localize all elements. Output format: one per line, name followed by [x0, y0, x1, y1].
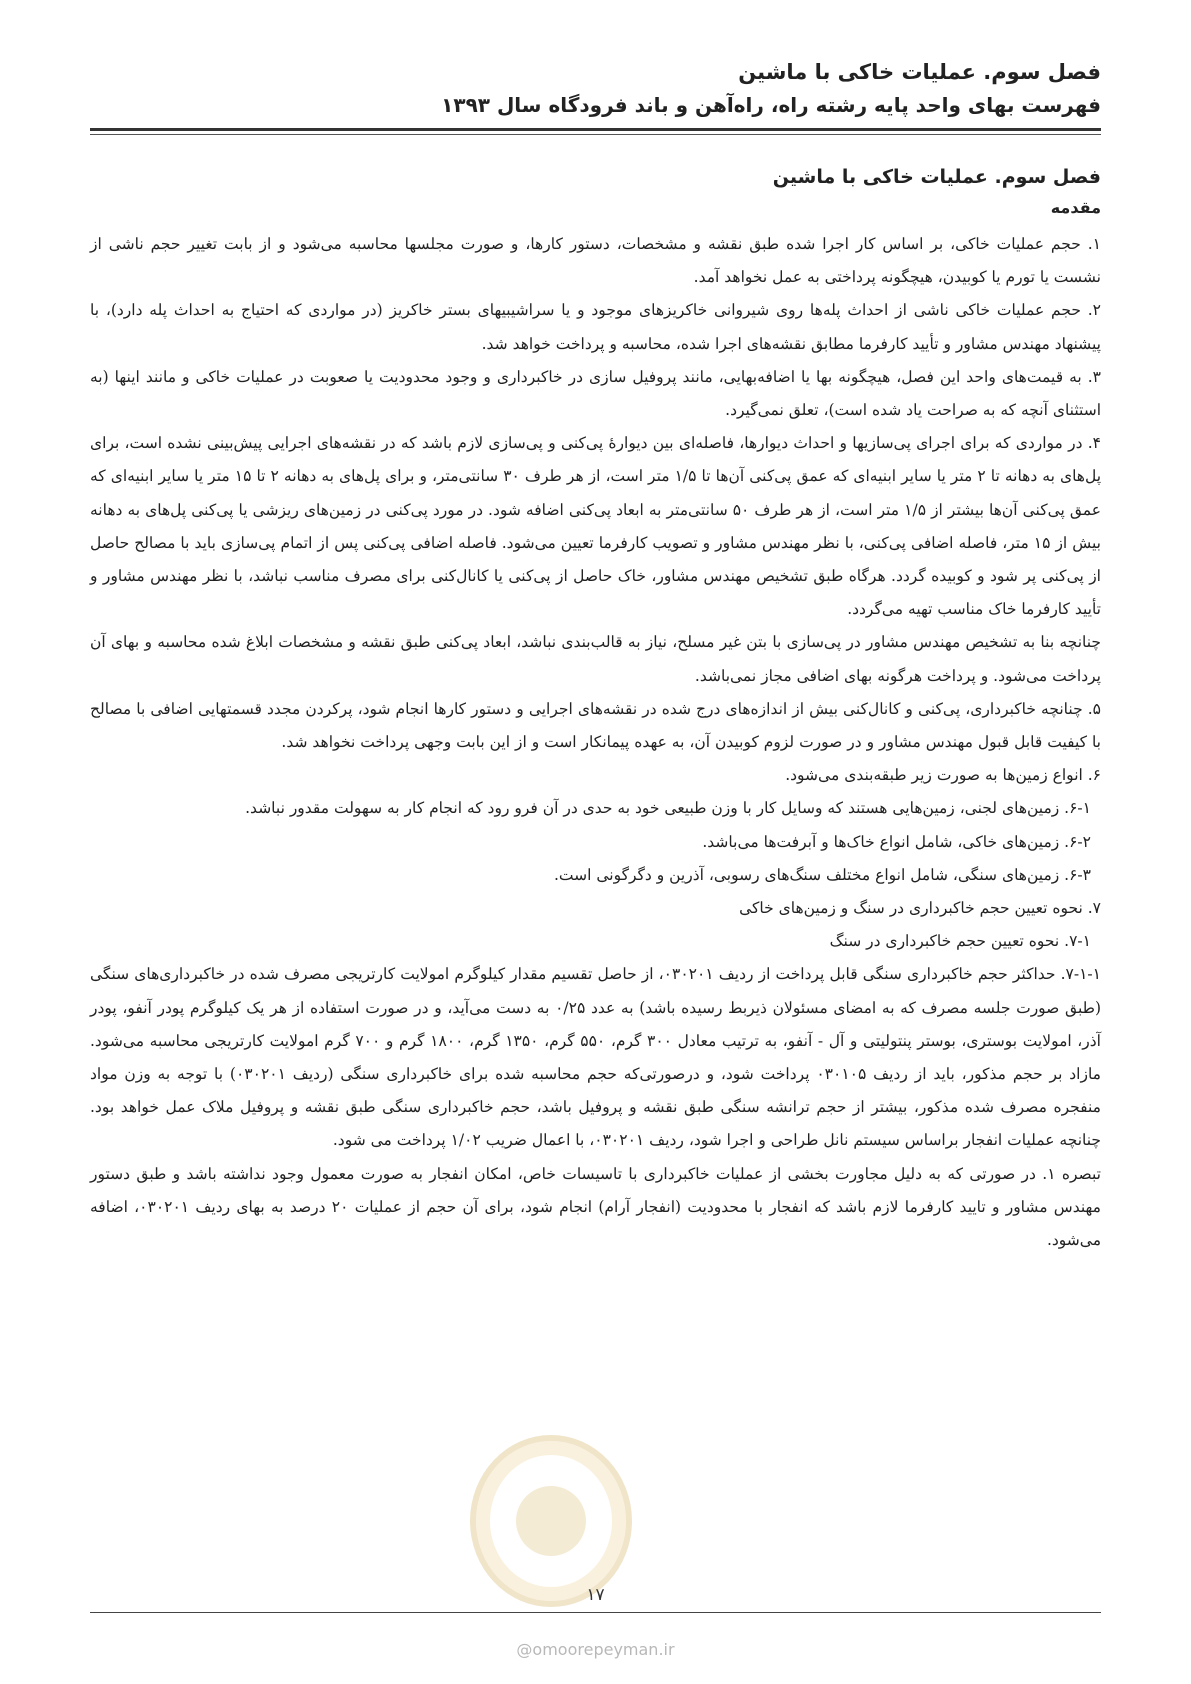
paragraph-2: ۲. حجم عملیات خاکی ناشی از احداث پله‌ها روی شیروانی خاکریزهای موجود و یا سراشیبیهای بستر خاکریز (در مواردی که احتیاج به احداث پله دارد)، با پیشنهاد مهندس مشاور و تأیید کارفرما مطابق نقشه‌های اجرا شده، محاسبه و پرداخت خواهد شد. — [90, 301, 1101, 353]
seal-emblem-icon — [516, 1486, 586, 1556]
paragraph-4-continued: چنانچه بنا به تشخیص مهندس مشاور در پی‌سازی با بتن غیر مسلح، نیاز به قالب‌بندی نباشد، ابعاد پی‌کنی طبق نقشه و مشخصات ابلاغ شده محاسبه و بهای آن پرداخت می‌شود. و پرداخت هرگونه بهای اضافی مجاز نمی‌باشد. — [90, 633, 1101, 685]
paragraph-6-3: ۶-۳. زمین‌های سنگی، شامل انواع مختلف سنگ‌های رسوبی، آذرین و دگرگونی است. — [553, 865, 1091, 884]
paragraph-5: ۵. چنانچه خاکبرداری، پی‌کنی و کانال‌کنی بیش از اندازه‌های درج شده در نقشه‌های اجرایی و دستور کارها انجام شود، پرکردن مجدد قسمتهایی اضافی با مصالح با کیفیت قابل قبول مهندس مشاور و در صورت لزوم کوبیدن آن، به عهده پیمانکار است و از این بابت وجهی پرداخت نخواهد شد. — [90, 699, 1101, 752]
paragraph-7: ۷. نحوه تعیین حجم خاکبرداری در سنگ و زمین‌های خاکی — [739, 899, 1101, 918]
paragraph-1: ۱. حجم عملیات خاکی، بر اساس کار اجرا شده طبق نقشه و مشخصات، دستور کارها، و صورت مجلسها محاسبه می‌شود و از بابت تغییر حجم ناشی از نشست یا تورم یا کوبیدن، هیچگونه پرداختی به عمل نخواهد آمد. — [90, 235, 1101, 287]
page-header — [90, 55, 1101, 121]
paragraph-7-1-1: ۷-۱-۱. حداکثر حجم خاکبرداری سنگی قابل پرداخت از ردیف ۰۳۰۲۰۱، از حاصل تقسیم مقدار کیلوگرم امولایت کارتریجی مصرف شده در خاکبرداری‌های سنگی (طبق صورت جلسه مصرف که به امضای مسئولان ذیربط رسیده باشد) به عدد ۰/۲۵ به دست می‌آید، و در صورت استفاده از هر یک کیلوگرم پودر آنفو، پودر آذر، امولایت بوستری، بوستر پنتولیتی و آل - آنفو، به ترتیب معادل ۳۰۰ گرم، ۵۵۰ گرم، ۱۳۵۰ گرم، ۱۸۰۰ گرم و ۷۰۰ گرم امولایت کارتریجی محاسبه می‌شود. مازاد بر حجم مذکور، باید از ردیف ۰۳۰۱۰۵ پرداخت شود، و درصورتی‌که حجم محاسبه شده برای خاکبرداری سنگی (ردیف ۰۳۰۲۰۱) با توجه به وزن مواد منفجره مصرف شده مذکور، بیشتر از حجم ترانشه سنگی طبق نقشه و پروفیل باشد، حجم خاکبرداری سنگی طبق نقشه و پروفیل ملاک عمل خواهد بود. چنانچه عملیات انفجار براساس سیستم نانل طراحی و اجرا شود، ردیف ۰۳۰۲۰۱، با اعمال ضریب ۱/۰۲ پرداخت می شود. — [90, 965, 1101, 1150]
paragraph-6: ۶. انواع زمین‌ها به صورت زیر طبقه‌بندی می‌شود. — [785, 766, 1101, 785]
header-document-title: فهرست بهای واحد پایه رشته راه، راه‌آهن و باند فرودگاه سال ۱۳۹۳ — [441, 93, 1101, 117]
watermark-seal-icon — [470, 1435, 632, 1607]
section-title: فصل سوم. عملیات خاکی با ماشین — [772, 166, 1101, 188]
header-rule-thick — [90, 128, 1101, 131]
paragraph-4: ۴. در مواردی که برای اجرای پی‌سازیها و احداث دیوارها، فاصله‌ای بین دیوارهٔ پی‌کنی و پی‌سازی لازم باشد که در نقشه‌های اجرایی پیش‌بینی نشده است، برای پل‌های به دهانه تا ۲ متر یا سایر ابنیه‌ای که عمق پی‌کنی آن‌ها تا ۱/۵ متر است، از هر طرف ۳۰ سانتی‌متر، و برای پل‌های به دهانه ۲ تا ۱۵ متر یا سایر ابنیه‌ای که عمق پی‌کنی آن‌ها بیشتر از ۱/۵ متر است، از هر طرف ۵۰ سانتی‌متر به ابعاد پی‌کنی اضافه شود. در مورد پی‌کنی در زمین‌های ریزشی یا پی‌کنی پل‌های به دهانه بیش از ۱۵ متر، فاصله اضافی پی‌کنی، با نظر مهندس مشاور و تصویب کارفرما تعیین می‌شود. فاصله اضافی پی‌کنی پس از اتمام پی‌سازی باید با مصالح حاصل از پی‌کنی پر شود و کوبیده گردد. هرگاه طبق تشخیص مهندس مشاور، خاک حاصل از پی‌کنی یا کانال‌کنی برای مصرف مناسب نباشد، با نظر مهندس مشاور و تأیید کارفرما خاک مناسب تهیه می‌گردد. — [90, 434, 1102, 619]
header-chapter-title: فصل سوم. عملیات خاکی با ماشین — [738, 60, 1101, 84]
note-1: تبصره ۱. در صورتی که به دلیل مجاورت بخشی از عملیات خاکبرداری با تاسیسات خاص، امکان انفجار به صورت معمول وجود نداشته باشد و طبق دستور مهندس مشاور و تایید کارفرما لازم باشد که انفجار با محدودیت (انفجار آرام) انجام شود، برای آن حجم از عملیات ۲۰ درصد به بهای ردیف ۰۳۰۲۰۱، اضافه می‌شود. — [90, 1164, 1101, 1250]
header-rule-thin — [90, 134, 1101, 135]
page-content — [90, 160, 1101, 1257]
footer-rule — [90, 1612, 1101, 1613]
paragraph-7-1: ۷-۱. نحوه تعیین حجم خاکبرداری در سنگ — [829, 932, 1091, 951]
paragraph-6-2: ۶-۲. زمین‌های خاکی، شامل انواع خاک‌ها و آبرفت‌ها می‌باشد. — [702, 832, 1091, 851]
paragraph-6-1: ۶-۱. زمین‌های لجنی، زمین‌هایی هستند که وسایل کار با وزن طبیعی خود به حدی در آن فرو رود که انجام کار به سهولت مقدور نباشد. — [245, 799, 1091, 818]
intro-title: مقدمه — [1050, 198, 1101, 217]
paragraph-3: ۳. به قیمت‌های واحد این فصل، هیچگونه بها یا اضافه‌بهایی، مانند پروفیل سازی در خاکبرداری و وجود محدودیت یا صعوبت در عملیات خاکی و مانند اینها (به استثنای آنچه که به صراحت یاد شده است)، تعلق نمی‌گیرد. — [90, 367, 1101, 420]
page-number: ۱۷ — [586, 1585, 605, 1605]
website-watermark: @omoorepeyman.ir — [516, 1640, 675, 1659]
